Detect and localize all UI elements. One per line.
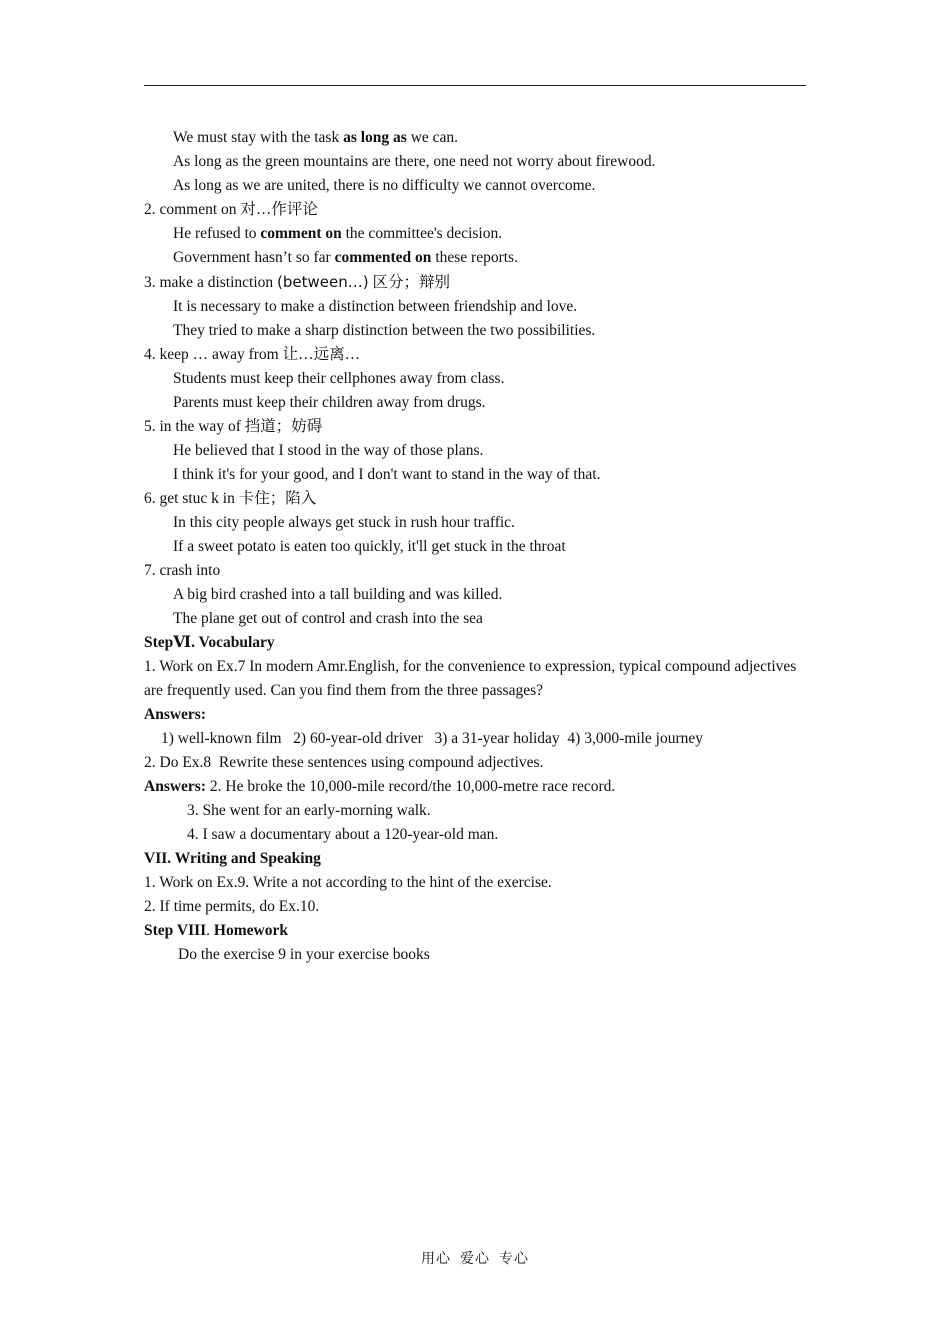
answers-line-4: 4. I saw a documentary about a 120-year-old man. [187,826,499,843]
answers-line-3: 3. She went for an early-morning walk. [187,802,431,819]
example-distinction-1: It is necessary to make a distinction between friendship and love. [173,298,578,315]
example-in-the-way-2: I think it's for your good, and I don't want to stand in the way of that. [173,466,601,483]
phrase-heading-crash-into: 7. crash into [144,562,221,579]
homework-text: Do the exercise 9 in your exercise books [178,946,430,963]
phrase-heading-keep-away-from: 4. keep … away from 让…远离… [144,346,361,363]
phrase-heading-comment-on: 2. comment on 对…作评论 [144,201,318,218]
section-heading-vocabulary: StepⅥ. Vocabulary [144,634,275,651]
example-crash-1: A big bird crashed into a tall building and was killed. [173,586,503,603]
example-as-long-as-1: We must stay with the task as long as we can. [173,129,459,146]
answers-list-1: 1) well-known film 2) 60-year-old driver 3) a 31-year holiday 4) 3,000-mile journey [161,730,704,747]
answers-line-2: Answers: 2. He broke the 10,000-mile record/the 10,000-metre race record. [144,778,616,795]
section-heading-writing: VII. Writing and Speaking [144,850,321,867]
phrase-heading-in-the-way-of: 5. in the way of 挡道；妨碍 [144,418,323,435]
example-keep-away-1: Students must keep their cellphones away from class. [173,370,505,387]
example-distinction-2: They tried to make a sharp distinction between the two possibilities. [173,322,596,339]
writing-exercise-9: 1. Work on Ex.9. Write a not according to the hint of the exercise. [144,874,552,891]
example-stuck-2: If a sweet potato is eaten too quickly, it'll get stuck in the throat [173,538,566,555]
example-comment-on-2: Government hasn’t so far commented on these reports. [173,249,518,266]
page-footer: 用心 爱心 专心 [421,1252,529,1267]
lesson-content [144,126,806,967]
example-crash-2: The plane get out of control and crash into the sea [173,610,483,627]
header-rule [144,85,806,86]
vocab-exercise-8: 2. Do Ex.8 Rewrite these sentences using compound adjectives. [144,754,544,771]
writing-exercise-10: 2. If time permits, do Ex.10. [144,898,320,915]
example-stuck-1: In this city people always get stuck in rush hour traffic. [173,514,515,531]
example-as-long-as-3: As long as we are united, there is no difficulty we cannot overcome. [173,177,596,194]
phrase-heading-get-stuck-in: 6. get stuc k in 卡住；陷入 [144,490,317,507]
answers-label-1: Answers: [144,706,206,723]
example-keep-away-2: Parents must keep their children away from drugs. [173,394,486,411]
example-as-long-as-2: As long as the green mountains are there, one need not worry about firewood. [173,153,656,170]
vocab-exercise-7: 1. Work on Ex.7 In modern Amr.English, for the convenience to expression, typical compound adjectives are frequently used. Can you find them from the three passages? [144,658,797,699]
example-in-the-way-1: He believed that I stood in the way of those plans. [173,442,484,459]
example-comment-on-1: He refused to comment on the committee's decision. [173,225,503,242]
phrase-heading-make-a-distinction: 3. make a distinction (between…) 区分；辩别 [144,273,450,291]
section-heading-homework: Step VIII. Homework [144,922,288,939]
